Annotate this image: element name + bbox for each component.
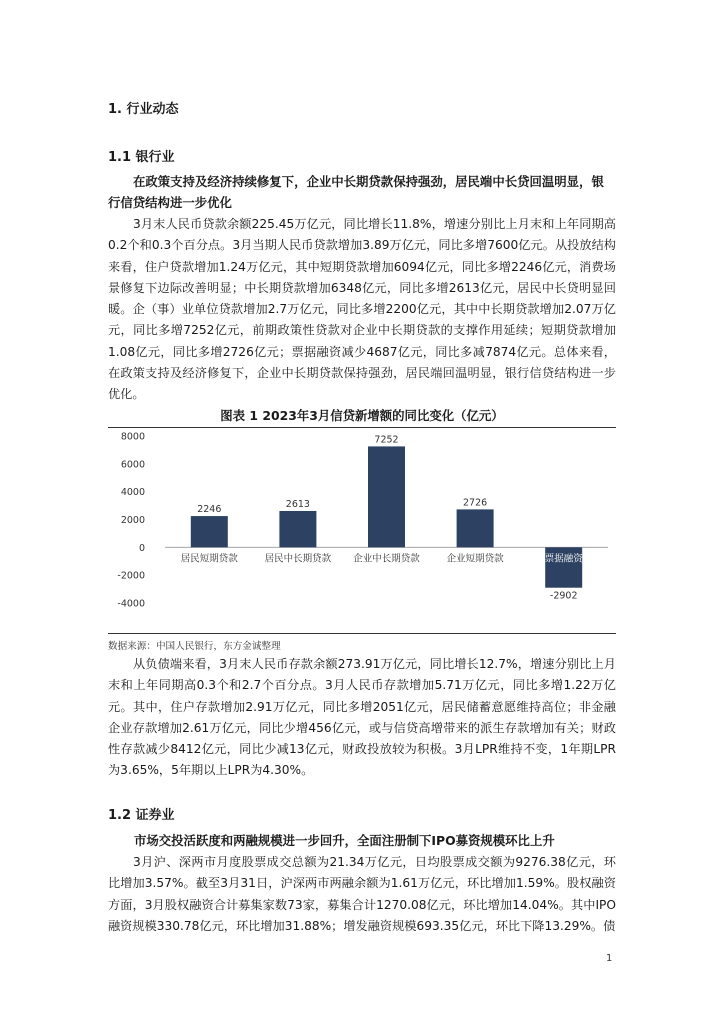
category-label: 居民中长期贷款 [264, 553, 332, 565]
category-label: 票据融资 [544, 553, 583, 565]
category-label: 企业短期贷款 [446, 553, 504, 565]
page-number: 1 [606, 953, 613, 964]
category-label: 企业中长期贷款 [353, 553, 420, 565]
bar-2 [279, 511, 316, 547]
bar-value-label: -2902 [549, 590, 578, 602]
bar-value-label: 2726 [463, 497, 488, 509]
y-tick-label: -2000 [117, 570, 145, 582]
figure-source-note: 数据来源：中国人民银行，东方金诚整理 [108, 641, 281, 652]
credit-change-bar-chart [108, 428, 616, 633]
securities-paragraph: 3月沪、深两市月度股票成交总额为21.34万亿元，日均股票成交额为9276.38亿元，环比增加3.57%。截至3月31日，沪深两市两融余额为1.61万亿元，环比增加1.59%。股权融资方面，3月股权融资合计募集家数73家，募集合计1270.08亿元，环比增加14.04%。其中IPO融资规模330.78亿元，环比增加31.88%；增发融资规模693.35亿元，环比下降13.29%。债 [108, 855, 616, 933]
bar-1 [191, 516, 228, 547]
bar-value-label: 2613 [285, 498, 310, 510]
y-tick-label: 6000 [120, 459, 145, 471]
y-tick-label: 0 [138, 542, 145, 554]
section-heading-banking: 1.1 银行业 [108, 150, 175, 165]
y-tick-label: 2000 [120, 515, 145, 526]
y-tick-label: -4000 [117, 598, 145, 610]
y-tick-label: 4000 [120, 487, 145, 499]
figure-title: 图表 1 2023年3月信贷新增额的同比变化（亿元） [220, 408, 504, 423]
banking-paragraph-deposits: 从负债端来看，3月末人民币存款余额273.91万亿元，同比增长12.7%，增速分别比上月末和上年同期高0.3个和2.7个百分点。3月人民币存款增加5.71万亿元，同比多增1.22万亿元。其中，住户存款增加2.91万亿元，同比多增2051亿元，居民储蓄意愿维持高位；非金融企业存款增加2.61万亿元，同比少增456亿元，或与信贷高增带来的派生存款增加有关；财政性存款减少8412亿元，同比少减13亿元，财政投放较为积极。3月LPR维持不变，1年期LPR为3.65%，5年期以上LPR为4.30%。 [108, 657, 616, 778]
category-label: 居民短期贷款 [180, 553, 238, 565]
bar-4 [457, 509, 494, 547]
figure-bottom-rule [108, 633, 616, 634]
bar-value-label: 7252 [374, 434, 399, 446]
bar-3 [368, 446, 405, 547]
banking-lead-sentence: 在政策支持及经济持续修复下，企业中长期贷款保持强劲，居民端中长贷回温明显，银行信贷结构进一步优化 [108, 174, 604, 210]
section-heading-securities: 1.2 证券业 [108, 808, 175, 823]
securities-lead-sentence: 市场交投活跃度和两融规模进一步回升，全面注册制下IPO募资规模环比上升 [134, 833, 555, 848]
banking-paragraph-loans: 3月末人民币贷款余额225.45万亿元，同比增长11.8%，增速分别比上月末和上年同期高0.2个和0.3个百分点。3月当期人民币贷款增加3.89万亿元，同比多增7600亿元。从投放结构来看，住户贷款增加1.24万亿元，其中短期贷款增加6094亿元，同比多增2246亿元，消费场景修复下边际改善明显；中长期贷款增加6348亿元，同比多增2613亿元，居民中长贷明显回暖。企（事）业单位贷款增加2.7万亿元，同比多增2200亿元，其中中长期贷款增加2.07万亿元，同比多增7252亿元，前期政策性贷款对企业中长期贷款的支撑作用延续；短期贷款增加1.08亿元，同比多增2726亿元；票据融资减少4687亿元，同比多减7874亿元。总体来看，在政策支持及经济修复下，企业中长期贷款保持强劲，居民端回温明显，银行信贷结构进一步优化。 [108, 217, 616, 402]
y-tick-label: 8000 [120, 431, 145, 443]
section-heading-industry-news: 1. 行业动态 [108, 102, 179, 117]
bar-value-label: 2246 [197, 504, 222, 516]
